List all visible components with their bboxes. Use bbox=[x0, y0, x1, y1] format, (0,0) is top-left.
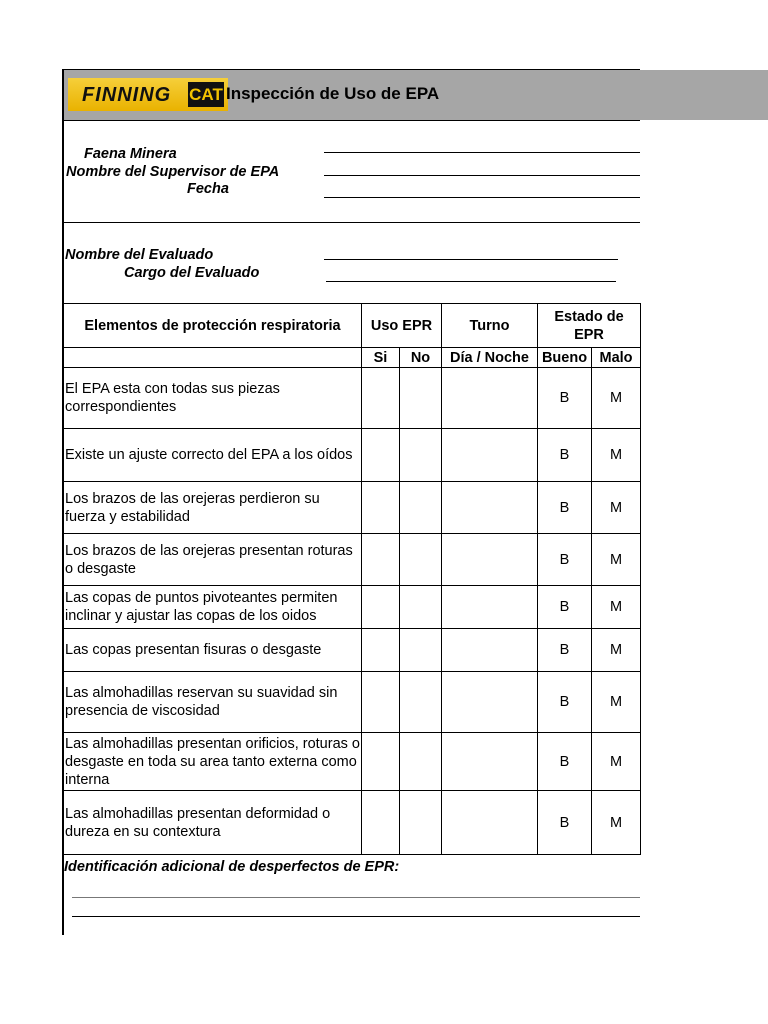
turno-cell[interactable] bbox=[442, 534, 538, 586]
si-cell[interactable] bbox=[362, 368, 400, 429]
col-uso-header: Uso EPR bbox=[362, 304, 442, 348]
fecha-field[interactable] bbox=[324, 197, 640, 198]
row-item-text: Las almohadillas presentan deformidad o dureza en su contextura bbox=[64, 791, 362, 855]
extra-defects-line-1[interactable] bbox=[72, 897, 640, 898]
malo-cell[interactable]: M bbox=[592, 672, 641, 733]
header-divider bbox=[64, 120, 640, 121]
no-cell[interactable] bbox=[400, 368, 442, 429]
bueno-cell[interactable]: B bbox=[538, 672, 592, 733]
finning-cat-logo bbox=[68, 78, 228, 111]
table-row bbox=[64, 672, 641, 733]
turno-cell[interactable] bbox=[442, 368, 538, 429]
extra-defects-line-2[interactable] bbox=[72, 916, 640, 917]
page-title: Inspección de Uso de EPA bbox=[226, 84, 440, 103]
table-row bbox=[64, 629, 641, 672]
table-row bbox=[64, 534, 641, 586]
row-item-text: Los brazos de las orejeras presentan roturas o desgaste bbox=[64, 534, 362, 586]
section-divider bbox=[64, 222, 640, 223]
table-row bbox=[64, 586, 641, 629]
bueno-cell[interactable]: B bbox=[538, 429, 592, 482]
row-item-text: Las almohadillas presentan orificios, roturas o desgaste en toda su area tanto externa como interna bbox=[64, 733, 362, 791]
malo-cell[interactable]: M bbox=[592, 482, 641, 534]
no-cell[interactable] bbox=[400, 429, 442, 482]
sub-no-header: No bbox=[400, 348, 442, 368]
bueno-cell[interactable]: B bbox=[538, 791, 592, 855]
bueno-cell[interactable]: B bbox=[538, 482, 592, 534]
no-cell[interactable] bbox=[400, 629, 442, 672]
supervisor-label: Nombre del Supervisor de EPA bbox=[66, 164, 280, 180]
row-item-text: Las copas de puntos pivoteantes permiten inclinar y ajustar las copas de los oidos bbox=[64, 586, 362, 629]
sub-si-header: Si bbox=[362, 348, 400, 368]
turno-cell[interactable] bbox=[442, 586, 538, 629]
table-header-row bbox=[64, 304, 641, 348]
no-cell[interactable] bbox=[400, 791, 442, 855]
inspection-table bbox=[63, 303, 641, 855]
table-row bbox=[64, 482, 641, 534]
turno-cell[interactable] bbox=[442, 733, 538, 791]
cargo-field[interactable] bbox=[326, 281, 616, 282]
turno-cell[interactable] bbox=[442, 429, 538, 482]
row-item-text: Las almohadillas reservan su suavidad sin presencia de viscosidad bbox=[64, 672, 362, 733]
evaluado-field[interactable] bbox=[324, 259, 618, 260]
cat-logo-badge: CAT bbox=[188, 82, 224, 107]
bueno-cell[interactable]: B bbox=[538, 733, 592, 791]
table-row bbox=[64, 733, 641, 791]
subheader-empty bbox=[64, 348, 362, 368]
col-elementos-header: Elementos de protección respiratoria bbox=[64, 304, 362, 348]
sub-turno-header: Día / Noche bbox=[442, 348, 538, 368]
bueno-cell[interactable]: B bbox=[538, 368, 592, 429]
no-cell[interactable] bbox=[400, 482, 442, 534]
evaluado-label: Nombre del Evaluado bbox=[65, 247, 214, 263]
cargo-label: Cargo del Evaluado bbox=[124, 265, 260, 281]
turno-cell[interactable] bbox=[442, 482, 538, 534]
faena-label: Faena Minera bbox=[84, 146, 177, 162]
si-cell[interactable] bbox=[362, 672, 400, 733]
si-cell[interactable] bbox=[362, 586, 400, 629]
turno-cell[interactable] bbox=[442, 672, 538, 733]
bueno-cell[interactable]: B bbox=[538, 534, 592, 586]
table-row bbox=[64, 368, 641, 429]
no-cell[interactable] bbox=[400, 586, 442, 629]
malo-cell[interactable]: M bbox=[592, 791, 641, 855]
bueno-cell[interactable]: B bbox=[538, 586, 592, 629]
col-estado-header: Estado de EPR bbox=[538, 304, 641, 348]
finning-logo-text: FINNING bbox=[82, 84, 172, 106]
no-cell[interactable] bbox=[400, 672, 442, 733]
si-cell[interactable] bbox=[362, 733, 400, 791]
malo-cell[interactable]: M bbox=[592, 368, 641, 429]
no-cell[interactable] bbox=[400, 733, 442, 791]
malo-cell[interactable]: M bbox=[592, 733, 641, 791]
si-cell[interactable] bbox=[362, 629, 400, 672]
sub-malo-header: Malo bbox=[592, 348, 641, 368]
table-row bbox=[64, 791, 641, 855]
no-cell[interactable] bbox=[400, 534, 442, 586]
faena-field[interactable] bbox=[324, 152, 640, 153]
turno-cell[interactable] bbox=[442, 791, 538, 855]
malo-cell[interactable]: M bbox=[592, 586, 641, 629]
supervisor-field[interactable] bbox=[324, 175, 640, 176]
extra-defects-label: Identificación adicional de desperfectos de EPR: bbox=[64, 859, 400, 875]
table-subheader-row bbox=[64, 348, 641, 368]
si-cell[interactable] bbox=[362, 534, 400, 586]
si-cell[interactable] bbox=[362, 482, 400, 534]
si-cell[interactable] bbox=[362, 791, 400, 855]
sub-bueno-header: Bueno bbox=[538, 348, 592, 368]
malo-cell[interactable]: M bbox=[592, 429, 641, 482]
row-item-text: Las copas presentan fisuras o desgaste bbox=[64, 629, 362, 672]
row-item-text: Los brazos de las orejeras perdieron su fuerza y estabilidad bbox=[64, 482, 362, 534]
turno-cell[interactable] bbox=[442, 629, 538, 672]
col-turno-header: Turno bbox=[442, 304, 538, 348]
fecha-label: Fecha bbox=[187, 181, 229, 197]
malo-cell[interactable]: M bbox=[592, 534, 641, 586]
table-row bbox=[64, 429, 641, 482]
bueno-cell[interactable]: B bbox=[538, 629, 592, 672]
row-item-text: Existe un ajuste correcto del EPA a los oídos bbox=[64, 429, 362, 482]
row-item-text: El EPA esta con todas sus piezas correspondientes bbox=[64, 368, 362, 429]
si-cell[interactable] bbox=[362, 429, 400, 482]
malo-cell[interactable]: M bbox=[592, 629, 641, 672]
